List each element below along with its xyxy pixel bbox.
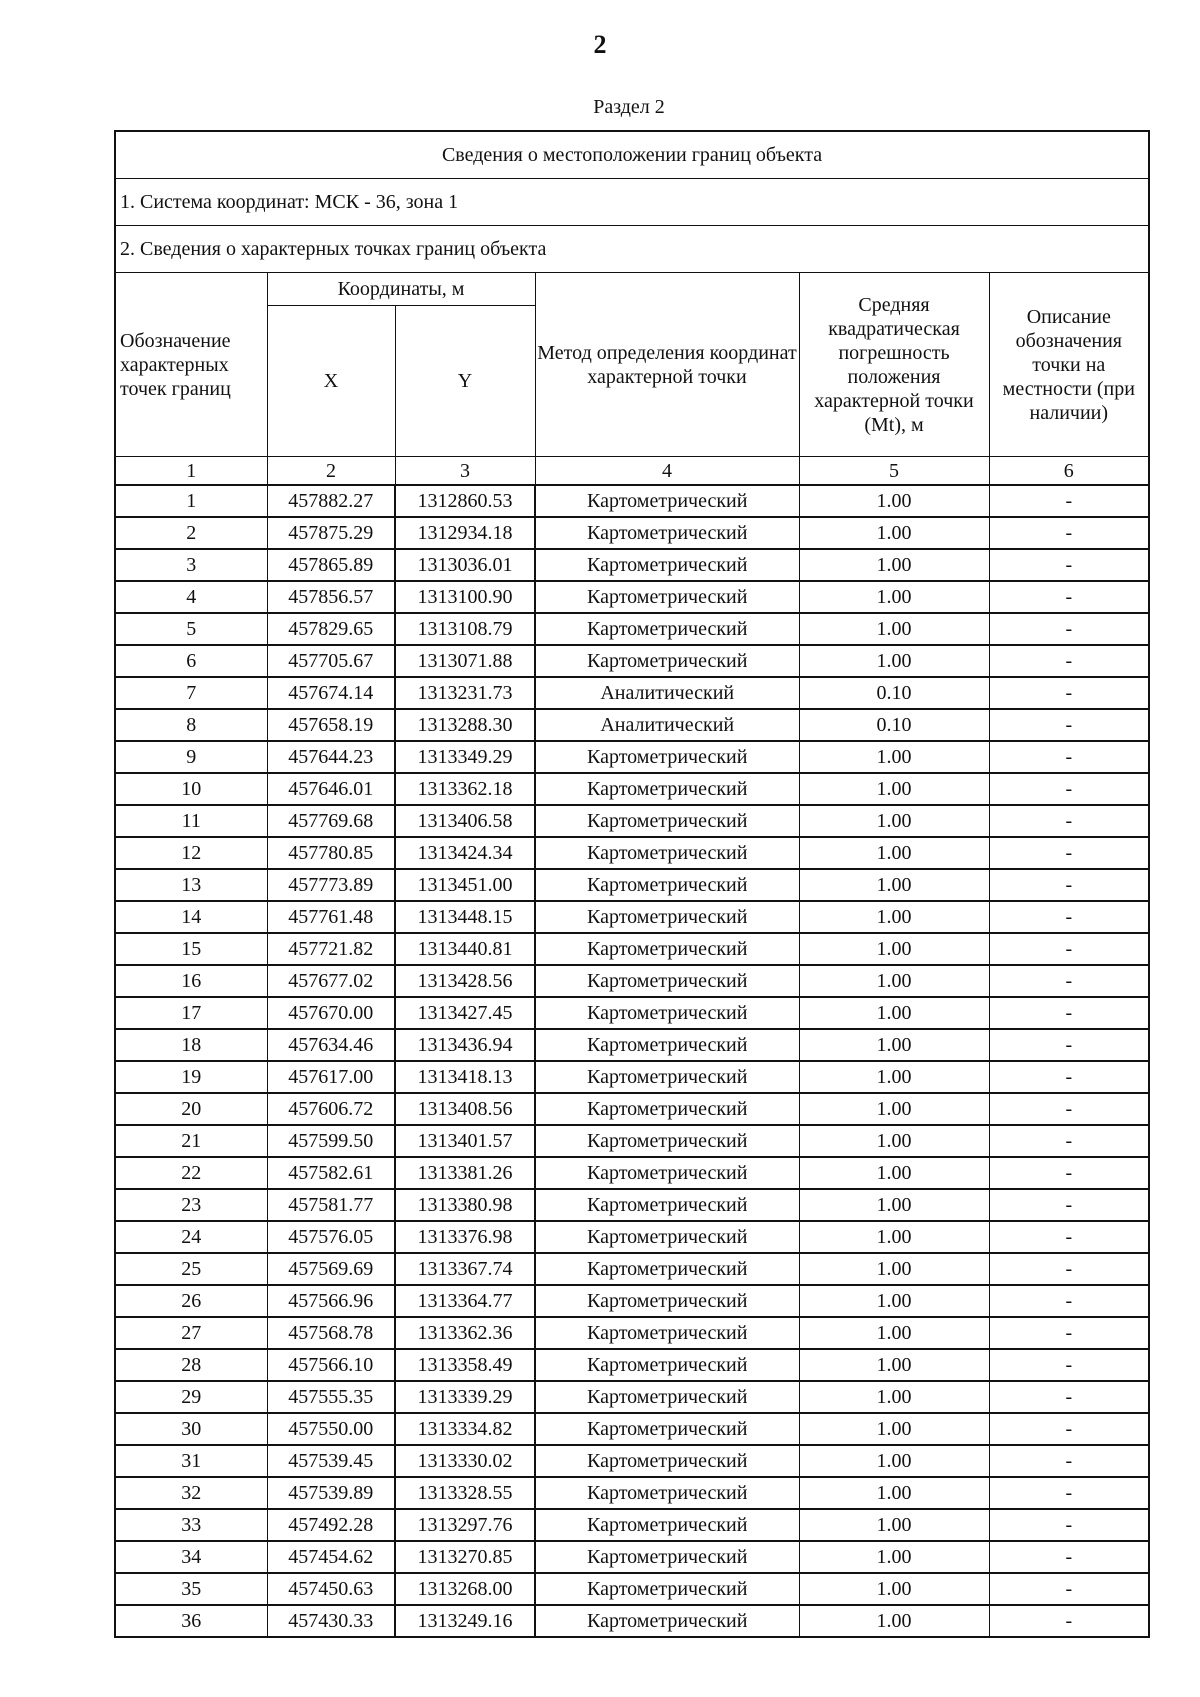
error-cell: 1.00 — [799, 485, 989, 517]
table-row — [115, 1221, 1149, 1253]
table-row — [115, 1093, 1149, 1125]
point-number-cell: 25 — [115, 1253, 267, 1285]
error-cell: 1.00 — [799, 581, 989, 613]
error-cell: 1.00 — [799, 1253, 989, 1285]
error-cell: 1.00 — [799, 837, 989, 869]
method-cell: Картометрический — [535, 1253, 799, 1285]
table-row — [115, 1349, 1149, 1381]
description-cell: - — [989, 1029, 1149, 1061]
error-cell: 1.00 — [799, 1541, 989, 1573]
method-cell: Картометрический — [535, 1477, 799, 1509]
x-coordinate-cell: 457566.96 — [267, 1285, 395, 1317]
x-coordinate-cell: 457450.63 — [267, 1573, 395, 1605]
x-coordinate-cell: 457539.45 — [267, 1445, 395, 1477]
error-cell: 1.00 — [799, 1381, 989, 1413]
error-cell: 1.00 — [799, 1445, 989, 1477]
x-coordinate-cell: 457599.50 — [267, 1125, 395, 1157]
error-cell: 1.00 — [799, 1093, 989, 1125]
y-coordinate-cell: 1313424.34 — [395, 837, 535, 869]
x-coordinate-cell: 457773.89 — [267, 869, 395, 901]
y-coordinate-cell: 1313330.02 — [395, 1445, 535, 1477]
points-caption-row: 2. Сведения о характерных точках границ объекта — [115, 226, 1149, 273]
point-number-cell: 16 — [115, 965, 267, 997]
point-number-cell: 29 — [115, 1381, 267, 1413]
x-coordinate-cell: 457634.46 — [267, 1029, 395, 1061]
y-coordinate-cell: 1313358.49 — [395, 1349, 535, 1381]
x-coordinate-cell: 457492.28 — [267, 1509, 395, 1541]
table-row — [115, 805, 1149, 837]
method-cell: Картометрический — [535, 517, 799, 549]
description-cell: - — [989, 517, 1149, 549]
description-cell: - — [989, 1253, 1149, 1285]
method-cell: Картометрический — [535, 965, 799, 997]
y-coordinate-cell: 1313328.55 — [395, 1477, 535, 1509]
y-coordinate-cell: 1313270.85 — [395, 1541, 535, 1573]
y-coordinate-cell: 1313367.74 — [395, 1253, 535, 1285]
method-cell: Картометрический — [535, 1221, 799, 1253]
point-number-cell: 9 — [115, 741, 267, 773]
method-cell: Картометрический — [535, 1381, 799, 1413]
column-number-row — [115, 457, 1149, 486]
table-row — [115, 1029, 1149, 1061]
y-coordinate-cell: 1313376.98 — [395, 1221, 535, 1253]
table-row — [115, 1125, 1149, 1157]
point-number-cell: 3 — [115, 549, 267, 581]
x-coordinate-cell: 457856.57 — [267, 581, 395, 613]
table-row — [115, 1413, 1149, 1445]
y-coordinate-cell: 1313349.29 — [395, 741, 535, 773]
error-cell: 1.00 — [799, 1061, 989, 1093]
description-cell: - — [989, 1093, 1149, 1125]
x-coordinate-cell: 457670.00 — [267, 997, 395, 1029]
method-cell: Картометрический — [535, 1413, 799, 1445]
point-number-cell: 5 — [115, 613, 267, 645]
point-number-cell: 14 — [115, 901, 267, 933]
table-row — [115, 1317, 1149, 1349]
error-cell: 1.00 — [799, 517, 989, 549]
description-cell: - — [989, 677, 1149, 709]
x-coordinate-cell: 457829.65 — [267, 613, 395, 645]
point-number-cell: 34 — [115, 1541, 267, 1573]
table-row — [115, 1477, 1149, 1509]
table-row — [115, 869, 1149, 901]
y-coordinate-cell: 1313401.57 — [395, 1125, 535, 1157]
point-number-cell: 20 — [115, 1093, 267, 1125]
table-row — [115, 837, 1149, 869]
description-cell: - — [989, 1509, 1149, 1541]
method-cell: Картометрический — [535, 1317, 799, 1349]
error-cell: 1.00 — [799, 613, 989, 645]
table-row — [115, 997, 1149, 1029]
method-cell: Картометрический — [535, 1093, 799, 1125]
error-cell: 1.00 — [799, 549, 989, 581]
column-number: 4 — [535, 457, 799, 486]
table-row — [115, 517, 1149, 549]
point-number-cell: 30 — [115, 1413, 267, 1445]
column-number: 2 — [267, 457, 395, 486]
error-cell: 1.00 — [799, 1189, 989, 1221]
description-cell: - — [989, 1317, 1149, 1349]
method-cell: Картометрический — [535, 1125, 799, 1157]
x-coordinate-cell: 457539.89 — [267, 1477, 395, 1509]
method-cell: Картометрический — [535, 1061, 799, 1093]
error-cell: 1.00 — [799, 997, 989, 1029]
description-cell: - — [989, 997, 1149, 1029]
column-number: 5 — [799, 457, 989, 486]
error-cell: 1.00 — [799, 741, 989, 773]
point-number-cell: 6 — [115, 645, 267, 677]
header-description: Описание обозначения точки на местности (при наличии) — [989, 273, 1149, 457]
description-cell: - — [989, 1381, 1149, 1413]
point-number-cell: 31 — [115, 1445, 267, 1477]
error-cell: 1.00 — [799, 645, 989, 677]
x-coordinate-cell: 457721.82 — [267, 933, 395, 965]
point-number-cell: 1 — [115, 485, 267, 517]
table-row — [115, 965, 1149, 997]
method-cell: Картометрический — [535, 1157, 799, 1189]
description-cell: - — [989, 933, 1149, 965]
error-cell: 1.00 — [799, 1509, 989, 1541]
point-number-cell: 26 — [115, 1285, 267, 1317]
method-cell: Картометрический — [535, 1509, 799, 1541]
method-cell: Картометрический — [535, 1605, 799, 1637]
error-cell: 1.00 — [799, 1413, 989, 1445]
x-coordinate-cell: 457882.27 — [267, 485, 395, 517]
boundary-points-table — [114, 130, 1150, 1638]
table-row — [115, 741, 1149, 773]
header-error: Средняя квадратическая погрешность положения характерной точки (Mt), м — [799, 273, 989, 457]
point-number-cell: 21 — [115, 1125, 267, 1157]
point-number-cell: 8 — [115, 709, 267, 741]
y-coordinate-cell: 1312934.18 — [395, 517, 535, 549]
description-cell: - — [989, 741, 1149, 773]
coord-system-row: 1. Система координат: МСК - 36, зона 1 — [115, 179, 1149, 226]
y-coordinate-cell: 1313436.94 — [395, 1029, 535, 1061]
error-cell: 1.00 — [799, 1605, 989, 1637]
table-row — [115, 933, 1149, 965]
x-coordinate-cell: 457674.14 — [267, 677, 395, 709]
table-row — [115, 549, 1149, 581]
method-cell: Картометрический — [535, 805, 799, 837]
method-cell: Картометрический — [535, 933, 799, 965]
table-row — [115, 1445, 1149, 1477]
y-coordinate-cell: 1313339.29 — [395, 1381, 535, 1413]
table-row — [115, 1285, 1149, 1317]
point-number-cell: 28 — [115, 1349, 267, 1381]
method-cell: Картометрический — [535, 901, 799, 933]
error-cell: 1.00 — [799, 1285, 989, 1317]
error-cell: 1.00 — [799, 1125, 989, 1157]
x-coordinate-cell: 457677.02 — [267, 965, 395, 997]
error-cell: 1.00 — [799, 933, 989, 965]
table-row — [115, 773, 1149, 805]
description-cell: - — [989, 1413, 1149, 1445]
table-row — [115, 1509, 1149, 1541]
point-number-cell: 10 — [115, 773, 267, 805]
description-cell: - — [989, 805, 1149, 837]
description-cell: - — [989, 1445, 1149, 1477]
error-cell: 1.00 — [799, 1349, 989, 1381]
description-cell: - — [989, 1477, 1149, 1509]
point-number-cell: 35 — [115, 1573, 267, 1605]
column-number: 3 — [395, 457, 535, 486]
table-row — [115, 1605, 1149, 1637]
description-cell: - — [989, 869, 1149, 901]
method-cell: Картометрический — [535, 1189, 799, 1221]
y-coordinate-cell: 1313448.15 — [395, 901, 535, 933]
x-coordinate-cell: 457658.19 — [267, 709, 395, 741]
error-cell: 1.00 — [799, 965, 989, 997]
table-row — [115, 1061, 1149, 1093]
table-row — [115, 1541, 1149, 1573]
method-cell: Картометрический — [535, 613, 799, 645]
header-method: Метод определения координат характерной точки — [535, 273, 799, 457]
page-number: 2 — [593, 30, 607, 59]
x-coordinate-cell: 457581.77 — [267, 1189, 395, 1221]
header-y: Y — [395, 306, 535, 457]
error-cell: 1.00 — [799, 1221, 989, 1253]
description-cell: - — [989, 549, 1149, 581]
error-cell: 1.00 — [799, 1157, 989, 1189]
x-coordinate-cell: 457875.29 — [267, 517, 395, 549]
table-row — [115, 1157, 1149, 1189]
method-cell: Картометрический — [535, 837, 799, 869]
y-coordinate-cell: 1313100.90 — [395, 581, 535, 613]
table-row — [115, 1381, 1149, 1413]
x-coordinate-cell: 457606.72 — [267, 1093, 395, 1125]
y-coordinate-cell: 1313297.76 — [395, 1509, 535, 1541]
description-cell: - — [989, 1221, 1149, 1253]
table-row — [115, 1253, 1149, 1285]
table-row — [115, 613, 1149, 645]
x-coordinate-cell: 457569.69 — [267, 1253, 395, 1285]
method-cell: Картометрический — [535, 549, 799, 581]
description-cell: - — [989, 1061, 1149, 1093]
x-coordinate-cell: 457430.33 — [267, 1605, 395, 1637]
description-cell: - — [989, 1125, 1149, 1157]
point-number-cell: 13 — [115, 869, 267, 901]
point-number-cell: 22 — [115, 1157, 267, 1189]
point-number-cell: 15 — [115, 933, 267, 965]
table-row — [115, 645, 1149, 677]
column-number: 6 — [989, 457, 1149, 486]
y-coordinate-cell: 1313427.45 — [395, 997, 535, 1029]
table-row — [115, 709, 1149, 741]
point-number-cell: 18 — [115, 1029, 267, 1061]
y-coordinate-cell: 1313440.81 — [395, 933, 535, 965]
point-number-cell: 33 — [115, 1509, 267, 1541]
description-cell: - — [989, 1541, 1149, 1573]
x-coordinate-cell: 457550.00 — [267, 1413, 395, 1445]
error-cell: 1.00 — [799, 869, 989, 901]
method-cell: Картометрический — [535, 581, 799, 613]
x-coordinate-cell: 457555.35 — [267, 1381, 395, 1413]
x-coordinate-cell: 457617.00 — [267, 1061, 395, 1093]
error-cell: 1.00 — [799, 1317, 989, 1349]
y-coordinate-cell: 1313428.56 — [395, 965, 535, 997]
description-cell: - — [989, 485, 1149, 517]
y-coordinate-cell: 1313381.26 — [395, 1157, 535, 1189]
x-coordinate-cell: 457705.67 — [267, 645, 395, 677]
description-cell: - — [989, 1189, 1149, 1221]
method-cell: Картометрический — [535, 997, 799, 1029]
description-cell: - — [989, 1573, 1149, 1605]
point-number-cell: 32 — [115, 1477, 267, 1509]
description-cell: - — [989, 581, 1149, 613]
description-cell: - — [989, 1605, 1149, 1637]
y-coordinate-cell: 1313288.30 — [395, 709, 535, 741]
header-point-designation: Обозначение характерных точек границ — [115, 273, 267, 457]
table-row — [115, 901, 1149, 933]
table-row — [115, 485, 1149, 517]
point-number-cell: 7 — [115, 677, 267, 709]
method-cell: Картометрический — [535, 1349, 799, 1381]
method-cell: Картометрический — [535, 869, 799, 901]
x-coordinate-cell: 457644.23 — [267, 741, 395, 773]
y-coordinate-cell: 1313334.82 — [395, 1413, 535, 1445]
description-cell: - — [989, 1349, 1149, 1381]
y-coordinate-cell: 1313071.88 — [395, 645, 535, 677]
y-coordinate-cell: 1313362.36 — [395, 1317, 535, 1349]
y-coordinate-cell: 1313249.16 — [395, 1605, 535, 1637]
x-coordinate-cell: 457454.62 — [267, 1541, 395, 1573]
point-number-cell: 19 — [115, 1061, 267, 1093]
error-cell: 1.00 — [799, 805, 989, 837]
y-coordinate-cell: 1313380.98 — [395, 1189, 535, 1221]
point-number-cell: 4 — [115, 581, 267, 613]
error-cell: 1.00 — [799, 773, 989, 805]
table-title: Сведения о местоположении границ объекта — [115, 131, 1149, 179]
method-cell: Картометрический — [535, 1029, 799, 1061]
y-coordinate-cell: 1313451.00 — [395, 869, 535, 901]
method-cell: Картометрический — [535, 1285, 799, 1317]
point-number-cell: 36 — [115, 1605, 267, 1637]
description-cell: - — [989, 965, 1149, 997]
table-row — [115, 1573, 1149, 1605]
x-coordinate-cell: 457566.10 — [267, 1349, 395, 1381]
method-cell: Картометрический — [535, 485, 799, 517]
point-number-cell: 23 — [115, 1189, 267, 1221]
method-cell: Картометрический — [535, 773, 799, 805]
point-number-cell: 24 — [115, 1221, 267, 1253]
method-cell: Аналитический — [535, 677, 799, 709]
x-coordinate-cell: 457568.78 — [267, 1317, 395, 1349]
x-coordinate-cell: 457769.68 — [267, 805, 395, 837]
description-cell: - — [989, 901, 1149, 933]
method-cell: Аналитический — [535, 709, 799, 741]
x-coordinate-cell: 457576.05 — [267, 1221, 395, 1253]
section-title: Раздел 2 — [593, 96, 665, 118]
x-coordinate-cell: 457780.85 — [267, 837, 395, 869]
description-cell: - — [989, 773, 1149, 805]
y-coordinate-cell: 1313362.18 — [395, 773, 535, 805]
error-cell: 1.00 — [799, 1029, 989, 1061]
header-x: X — [267, 306, 395, 457]
y-coordinate-cell: 1313036.01 — [395, 549, 535, 581]
point-number-cell: 2 — [115, 517, 267, 549]
y-coordinate-cell: 1313108.79 — [395, 613, 535, 645]
error-cell: 1.00 — [799, 1573, 989, 1605]
description-cell: - — [989, 645, 1149, 677]
y-coordinate-cell: 1313408.56 — [395, 1093, 535, 1125]
y-coordinate-cell: 1313418.13 — [395, 1061, 535, 1093]
y-coordinate-cell: 1313406.58 — [395, 805, 535, 837]
x-coordinate-cell: 457761.48 — [267, 901, 395, 933]
method-cell: Картометрический — [535, 741, 799, 773]
y-coordinate-cell: 1313364.77 — [395, 1285, 535, 1317]
error-cell: 1.00 — [799, 901, 989, 933]
point-number-cell: 11 — [115, 805, 267, 837]
point-number-cell: 17 — [115, 997, 267, 1029]
x-coordinate-cell: 457865.89 — [267, 549, 395, 581]
method-cell: Картометрический — [535, 1445, 799, 1477]
point-number-cell: 27 — [115, 1317, 267, 1349]
error-cell: 1.00 — [799, 1477, 989, 1509]
table-row — [115, 581, 1149, 613]
y-coordinate-cell: 1313231.73 — [395, 677, 535, 709]
y-coordinate-cell: 1312860.53 — [395, 485, 535, 517]
header-coordinates: Координаты, м — [267, 273, 535, 306]
x-coordinate-cell: 457646.01 — [267, 773, 395, 805]
method-cell: Картометрический — [535, 1541, 799, 1573]
description-cell: - — [989, 709, 1149, 741]
method-cell: Картометрический — [535, 645, 799, 677]
point-number-cell: 12 — [115, 837, 267, 869]
y-coordinate-cell: 1313268.00 — [395, 1573, 535, 1605]
description-cell: - — [989, 837, 1149, 869]
method-cell: Картометрический — [535, 1573, 799, 1605]
description-cell: - — [989, 1157, 1149, 1189]
column-number: 1 — [115, 457, 267, 486]
error-cell: 0.10 — [799, 709, 989, 741]
x-coordinate-cell: 457582.61 — [267, 1157, 395, 1189]
error-cell: 0.10 — [799, 677, 989, 709]
description-cell: - — [989, 1285, 1149, 1317]
table-row — [115, 677, 1149, 709]
description-cell: - — [989, 613, 1149, 645]
table-row — [115, 1189, 1149, 1221]
